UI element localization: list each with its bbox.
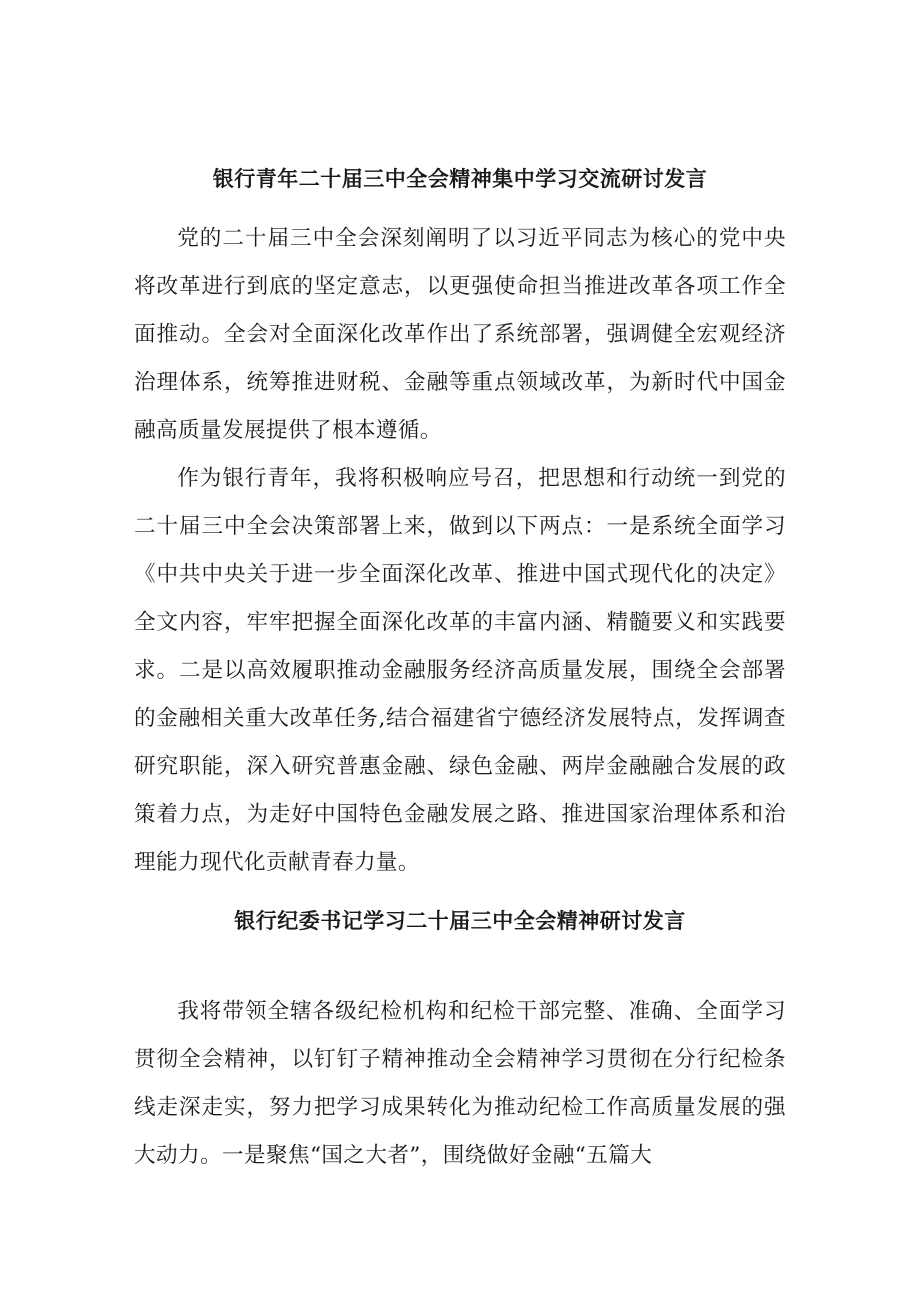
paragraph: 作为银行青年，我将积极响应号召，把思想和行动统一到党的二十届三中全会决策部署上来，做到以下两点：一是系统全面学习《中共中央关于进一步全面深化改革、推进中国式现代化的决定》全文内容，牢牢把握全面深化改革的丰富内涵、精髓要义和实践要求。二是以高效履职推动金融服务经济高质量发展，围绕全会部署的金融相关重大改革任务,结合福建省宁德经济发展特点，发挥调查研究职能，深入研究普惠金融、绿色金融、两岸金融融合发展的政策着力点，为走好中国特色金融发展之路、推进国家治理体系和治理能力现代化贡献青春力量。 xyxy=(134,466,786,875)
paragraph: 党的二十届三中全会深刻阐明了以习近平同志为核心的党中央将改革进行到底的坚定意志，以更强使命担当推进改革各项工作全面推动。全会对全面深化改革作出了系统部署，强调健全宏观经济治理体系，统筹推进财税、金融等重点领域改革，为新时代中国金融高质量发展提供了根本遵循。 xyxy=(134,226,786,443)
section-body-2 xyxy=(134,988,786,1180)
section-title-1: 银行青年二十届三中全会精神集中学习交流研讨发言 xyxy=(212,167,708,191)
section-title-2: 银行纪委书记学习二十届三中全会精神研讨发言 xyxy=(234,909,686,933)
section-body-1 xyxy=(134,215,786,887)
paragraph: 我将带领全辖各级纪检机构和纪检干部完整、准确、全面学习贯彻全会精神，以钉钉子精神推动全会精神学习贯彻在分行纪检条线走深走实，努力把学习成果转化为推动纪检工作高质量发展的强大动力。一是聚焦“国之大者”，围绕做好金融“五篇大 xyxy=(134,999,786,1168)
